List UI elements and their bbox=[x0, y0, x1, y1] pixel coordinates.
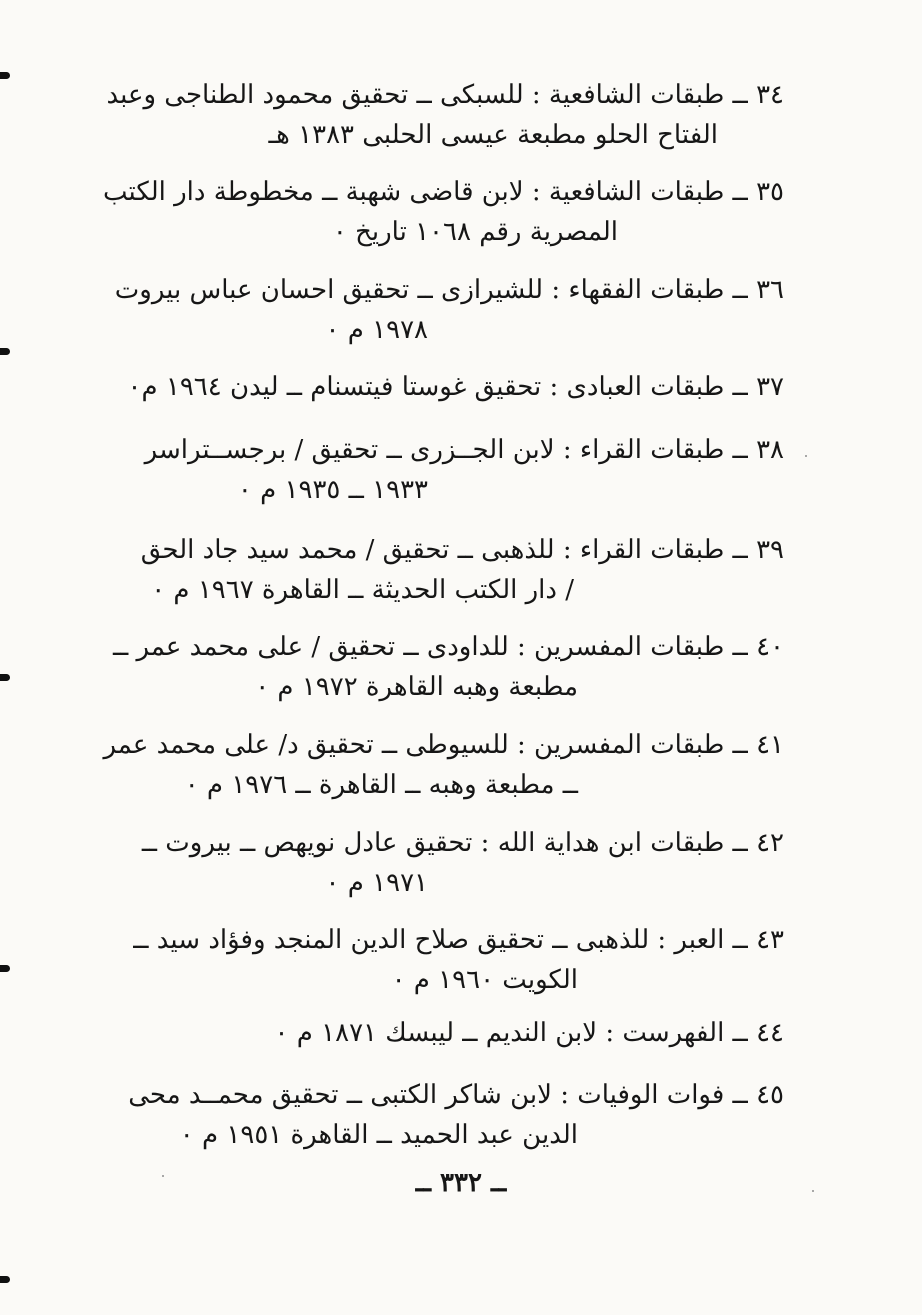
entry-line-1: ٣٨ ــ طبقات القراء : لابن الجــزرى ــ تحقيق / برجســتراسر bbox=[144, 435, 784, 465]
entry-line-1: ٣٦ ــ طبقات الفقهاء : للشيرازى ــ تحقيق احسان عباس بيروت bbox=[114, 275, 784, 305]
binding-hole-mark bbox=[0, 1276, 10, 1283]
entry-line-1: ٤١ ــ طبقات المفسرين : للسيوطى ــ تحقيق د/ على محمد عمر bbox=[103, 730, 784, 760]
entry-line-2: الدين عبد الحميد ــ القاهرة ١٩٥١ م ٠ bbox=[179, 1120, 578, 1150]
bibliography-entry-45 bbox=[128, 1075, 784, 1155]
entry-line-1: ٤٥ ــ فوات الوفيات : لابن شاكر الكتبى ــ تحقيق محمــد محى bbox=[128, 1080, 784, 1110]
bibliography-entry-35 bbox=[103, 172, 784, 252]
bibliography-entry-44 bbox=[275, 1013, 784, 1053]
entry-line-2: / دار الكتب الحديثة ــ القاهرة ١٩٦٧ م ٠ bbox=[151, 575, 574, 605]
entry-line-2: ١٩٣٣ ــ ١٩٣٥ م ٠ bbox=[237, 475, 428, 505]
entry-line-2: الفتاح الحلو مطبعة عيسى الحلبى ١٣٨٣ هـ bbox=[268, 120, 718, 150]
binding-hole-mark bbox=[0, 965, 10, 972]
bibliography-entry-39 bbox=[141, 530, 784, 610]
page-number: ــ ٣٣٢ ــ bbox=[415, 1168, 507, 1198]
entry-line-1: ٤٣ ــ العبر : للذهبى ــ تحقيق صلاح الدين المنجد وفؤاد سيد ــ bbox=[133, 925, 784, 955]
bibliography-entry-34 bbox=[106, 75, 784, 155]
bibliography-entry-38 bbox=[145, 430, 784, 510]
binding-hole-mark bbox=[0, 72, 10, 79]
entry-line-2: ١٩٧٨ م ٠ bbox=[325, 315, 428, 345]
entry-line-1: ٣٩ ــ طبقات القراء : للذهبى ــ تحقيق / محمد سيد جاد الحق bbox=[140, 535, 784, 565]
entry-line-2: ١٩٧١ م ٠ bbox=[325, 868, 428, 898]
binding-hole-mark bbox=[0, 674, 10, 681]
entry-line-1: ٣٧ ــ طبقات العبادى : تحقيق غوستا فيتسنام ــ ليدن ١٩٦٤ م٠ bbox=[127, 372, 784, 402]
entry-line-1: ٤٠ ــ طبقات المفسرين : للداودى ــ تحقيق / على محمد عمر ــ bbox=[113, 632, 784, 662]
entry-line-2: المصرية رقم ١٠٦٨ تاريخ ٠ bbox=[332, 217, 618, 247]
scan-speck bbox=[805, 455, 807, 457]
binding-hole-mark bbox=[0, 348, 10, 355]
entry-line-2: مطبعة وهبه القاهرة ١٩٧٢ م ٠ bbox=[255, 672, 578, 702]
entry-line-2: ــ مطبعة وهبه ــ القاهرة ــ ١٩٧٦ م ٠ bbox=[184, 770, 578, 800]
entry-line-1: ٣٥ ــ طبقات الشافعية : لابن قاضى شهبة ــ مخطوطة دار الكتب bbox=[102, 177, 784, 207]
bibliography-entry-43 bbox=[133, 920, 784, 1000]
entry-line-2: الكويت ١٩٦٠ م ٠ bbox=[391, 965, 578, 995]
bibliography-entry-41 bbox=[103, 725, 784, 805]
bibliography-entry-42 bbox=[142, 823, 784, 903]
bibliography-entry-37 bbox=[128, 367, 784, 407]
bibliography-entry-40 bbox=[113, 627, 784, 707]
entry-line-1: ٣٤ ــ طبقات الشافعية : للسبكى ــ تحقيق محمود الطناجى وعبد bbox=[106, 80, 784, 110]
entry-line-1: ٤٢ ــ طبقات ابن هداية الله : تحقيق عادل نويهص ــ بيروت ــ bbox=[141, 828, 784, 858]
entry-line-1: ٤٤ ــ الفهرست : لابن النديم ــ ليبسك ١٨٧١ م ٠ bbox=[274, 1018, 784, 1048]
bibliography-entry-36 bbox=[115, 270, 784, 350]
